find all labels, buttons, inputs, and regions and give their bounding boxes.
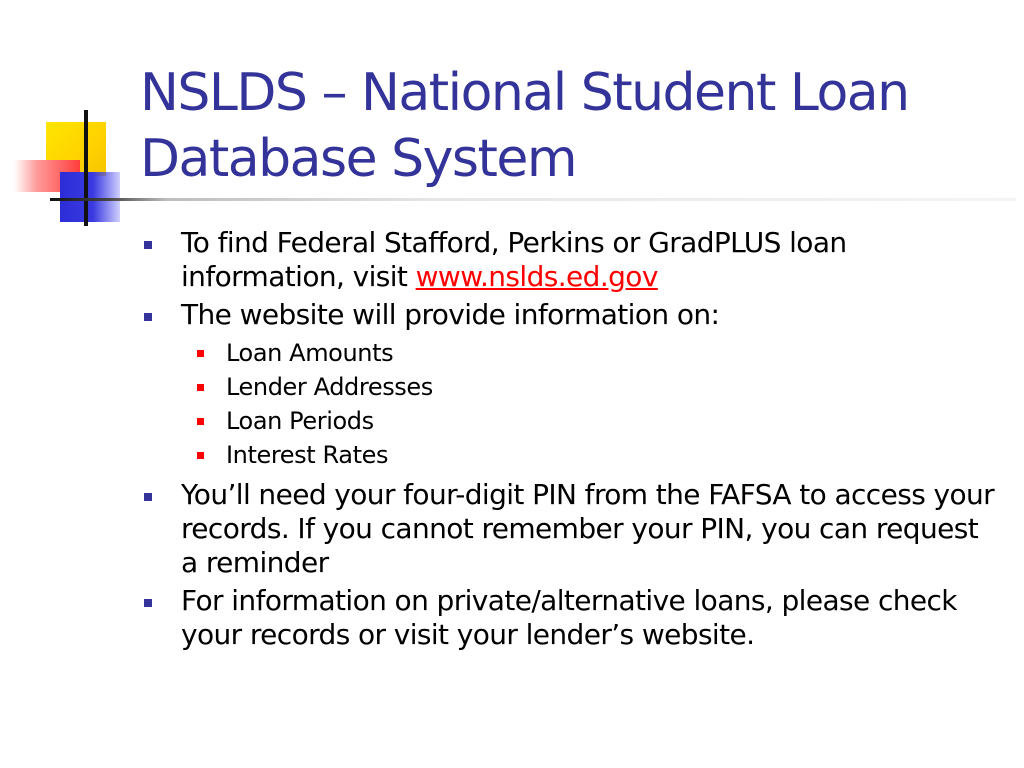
- bullet-text: You’ll need your four-digit PIN from the FAFSA to access your records. If you cannot remember your PIN, you can request a reminder: [181, 478, 995, 579]
- logo-vertical-line: [84, 110, 88, 226]
- bullet-text: To find Federal Stafford, Perkins or GradPLUS loan information, visit: [181, 226, 847, 293]
- square-bullet-icon: [197, 384, 204, 391]
- square-bullet-icon: [197, 418, 204, 425]
- sub-bullet-text: Interest Rates: [226, 441, 389, 469]
- bullet-text: For information on private/alternative loans, please check your records or visit your lender’s website.: [181, 584, 957, 651]
- bullet-item: [140, 584, 1000, 652]
- bullet-text: The website will provide information on:: [181, 298, 720, 331]
- sub-bullet-item: [140, 404, 1000, 438]
- sub-bullet-text: Lender Addresses: [226, 373, 433, 401]
- logo-blue-square: [60, 172, 120, 222]
- sub-bullet-item: [140, 370, 1000, 404]
- sub-bullet-text: Loan Periods: [226, 407, 374, 435]
- bullet-list: [140, 226, 1000, 656]
- sub-bullet-item: [140, 336, 1000, 370]
- square-bullet-icon: [144, 313, 152, 321]
- square-bullet-icon: [144, 599, 152, 607]
- sub-bullet-text: Loan Amounts: [226, 339, 394, 367]
- square-bullet-icon: [197, 350, 204, 357]
- title-underline: [50, 198, 1016, 201]
- bullet-item: [140, 478, 1000, 580]
- slide-title: NSLDS – National Student Loan Database System: [140, 63, 909, 189]
- nslds-link[interactable]: www.nslds.ed.gov: [415, 260, 658, 293]
- square-bullet-icon: [197, 452, 204, 459]
- square-bullet-icon: [144, 493, 152, 501]
- sub-bullet-item: [140, 438, 1000, 472]
- bullet-item: [140, 298, 1000, 332]
- bullet-item: [140, 226, 1000, 294]
- square-bullet-icon: [144, 241, 152, 249]
